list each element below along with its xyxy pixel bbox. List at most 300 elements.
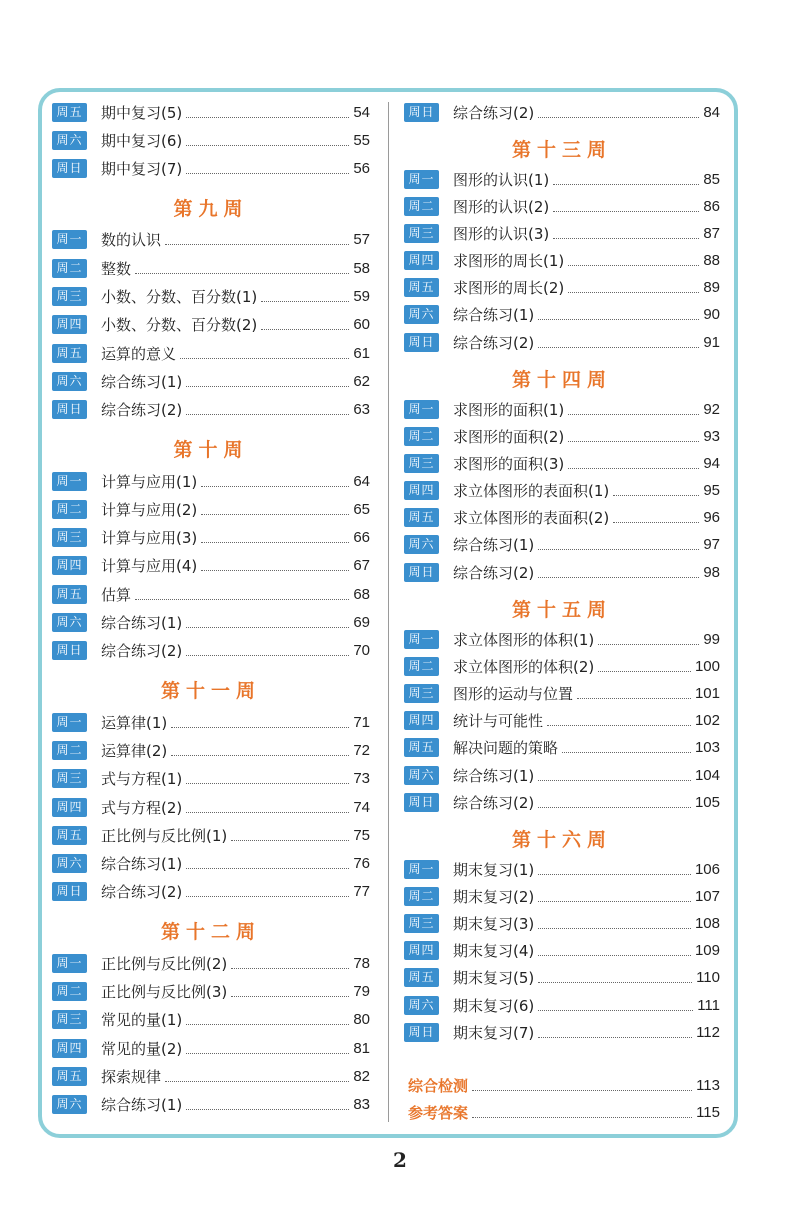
dot-leader <box>186 868 349 869</box>
entry-page-number: 107 <box>694 887 720 905</box>
toc-entry[interactable] <box>52 555 370 577</box>
toc-entry[interactable] <box>52 470 370 492</box>
week-heading: 第十五周 <box>511 599 612 622</box>
entry-title: 期末复习(6) <box>453 996 535 1015</box>
dot-leader <box>186 627 349 628</box>
entry-page-number: 91 <box>703 333 720 351</box>
entry-title: 解决问题的策略 <box>453 739 559 758</box>
entry-title: 图形的认识(2) <box>453 197 550 216</box>
entry-title: 计算与应用(2) <box>101 500 198 519</box>
entry-title: 综合练习(2) <box>453 333 535 352</box>
day-badge: 周一 <box>404 170 439 189</box>
toc-entry[interactable] <box>52 981 370 1003</box>
dot-leader <box>553 211 699 212</box>
toc-entry[interactable] <box>404 277 720 299</box>
dot-leader <box>538 901 691 902</box>
entry-title: 期末复习(1) <box>453 860 535 879</box>
toc-entry[interactable] <box>52 286 370 308</box>
entry-title: 综合练习(1) <box>101 855 183 874</box>
day-badge: 周日 <box>404 1023 439 1042</box>
toc-entry[interactable] <box>404 710 720 732</box>
entry-title: 小数、分数、百分数(2) <box>101 316 258 335</box>
entry-title: 计算与应用(1) <box>101 472 198 491</box>
day-badge: 周一 <box>404 630 439 649</box>
toc-entry[interactable] <box>52 768 370 790</box>
day-badge: 周三 <box>52 528 87 547</box>
dot-leader <box>472 1117 692 1118</box>
entry-title: 综合练习(1) <box>453 766 535 785</box>
day-badge: 周日 <box>52 882 87 901</box>
day-badge: 周六 <box>52 854 87 873</box>
day-badge: 周一 <box>404 860 439 879</box>
entry-page-number: 63 <box>353 401 370 419</box>
dot-leader <box>186 173 349 174</box>
entry-page-number: 102 <box>694 712 720 730</box>
dot-leader <box>472 1090 692 1091</box>
day-badge: 周三 <box>404 454 439 473</box>
dot-leader <box>538 955 691 956</box>
toc-entry[interactable] <box>52 129 370 151</box>
entry-title: 统计与可能性 <box>453 712 544 731</box>
column-divider <box>388 102 389 1122</box>
entry-page-number: 97 <box>703 536 720 554</box>
entry-title: 估算 <box>101 585 132 604</box>
week-heading: 第十六周 <box>511 829 612 852</box>
toc-entry[interactable] <box>52 370 370 392</box>
toc-entry[interactable] <box>404 858 720 880</box>
dot-leader <box>165 1081 349 1082</box>
day-badge: 周一 <box>404 400 439 419</box>
entry-title: 综合练习(2) <box>101 642 183 661</box>
dot-leader <box>171 755 349 756</box>
entry-title: 综合练习(2) <box>453 103 535 122</box>
entry-page-number: 73 <box>353 770 370 788</box>
dot-leader <box>201 486 349 487</box>
entry-page-number: 85 <box>703 170 720 188</box>
dot-leader <box>538 1010 693 1011</box>
entry-page-number: 75 <box>353 826 370 844</box>
day-badge: 周四 <box>404 481 439 500</box>
dot-leader <box>538 319 699 320</box>
day-badge: 周二 <box>52 741 87 760</box>
dot-leader <box>538 347 699 348</box>
toc-entry[interactable] <box>52 711 370 733</box>
day-badge: 周四 <box>52 1039 87 1058</box>
toc-entry[interactable] <box>52 314 370 336</box>
entry-page-number: 72 <box>353 741 370 759</box>
entry-page-number: 58 <box>353 259 370 277</box>
entry-title: 综合练习(1) <box>453 536 535 555</box>
entry-title: 求图形的面积(1) <box>453 400 565 419</box>
toc-entry[interactable] <box>52 739 370 761</box>
entry-page-number: 80 <box>353 1011 370 1029</box>
dot-leader <box>568 468 699 469</box>
entry-page-number: 112 <box>696 1023 720 1041</box>
dot-leader <box>538 928 691 929</box>
toc-entry[interactable] <box>404 791 720 813</box>
entry-page-number: 104 <box>694 766 720 784</box>
dot-leader <box>231 996 349 997</box>
dot-leader <box>186 1109 349 1110</box>
day-badge: 周五 <box>52 585 87 604</box>
day-badge: 周二 <box>52 259 87 278</box>
toc-entry[interactable] <box>404 425 720 447</box>
toc-entry[interactable] <box>404 195 720 217</box>
dot-leader <box>171 727 349 728</box>
entry-page-number: 99 <box>703 630 720 648</box>
day-badge: 周六 <box>52 372 87 391</box>
dot-leader <box>553 238 699 239</box>
toc-entry[interactable] <box>52 158 370 180</box>
toc-entry[interactable] <box>52 399 370 421</box>
dot-leader <box>538 577 699 578</box>
entry-page-number: 101 <box>694 685 720 703</box>
toc-entry[interactable] <box>404 913 720 935</box>
entry-title: 运算律(2) <box>101 741 168 760</box>
entry-title: 综合练习(2) <box>453 563 535 582</box>
entry-page-number: 59 <box>353 288 370 305</box>
dot-leader <box>568 441 699 442</box>
entry-page-number: 67 <box>353 557 370 575</box>
toc-entry[interactable] <box>404 507 720 529</box>
day-badge: 周六 <box>52 613 87 632</box>
day-badge: 周日 <box>52 641 87 660</box>
entry-page-number: 65 <box>353 500 370 518</box>
day-badge: 周日 <box>52 400 87 419</box>
entry-page-number: 88 <box>703 252 720 270</box>
toc-entry[interactable] <box>404 480 720 502</box>
dot-leader <box>201 542 349 543</box>
entry-title: 图形的运动与位置 <box>453 685 574 704</box>
entry-page-number: 69 <box>353 614 370 631</box>
toc-entry[interactable] <box>52 824 370 846</box>
dot-leader <box>538 117 699 118</box>
entry-page-number: 105 <box>694 793 720 811</box>
day-badge: 周日 <box>404 563 439 582</box>
toc-entry[interactable] <box>404 737 720 759</box>
entry-title: 期末复习(2) <box>453 887 535 906</box>
day-badge: 周六 <box>404 996 439 1015</box>
toc-entry[interactable] <box>404 885 720 907</box>
toc-entry[interactable] <box>404 683 720 705</box>
toc-entry[interactable] <box>52 640 370 662</box>
entry-page-number: 60 <box>353 316 370 334</box>
entry-page-number: 103 <box>694 739 720 757</box>
toc-entry[interactable] <box>52 1065 370 1087</box>
dot-leader <box>568 414 699 415</box>
toc-entry[interactable] <box>404 168 720 190</box>
entry-page-number: 83 <box>353 1096 370 1114</box>
day-badge: 周三 <box>404 684 439 703</box>
entry-title: 期中复习(6) <box>101 131 183 150</box>
entry-title: 综合练习(2) <box>101 401 183 420</box>
dot-leader <box>186 1024 349 1025</box>
entry-title: 正比例与反比例(3) <box>101 983 228 1001</box>
entry-title: 运算的意义 <box>101 344 177 363</box>
toc-entry[interactable] <box>52 612 370 634</box>
entry-page-number: 71 <box>353 713 370 731</box>
entry-title: 图形的认识(1) <box>453 170 550 189</box>
entry-page-number: 68 <box>353 585 370 603</box>
day-badge: 周六 <box>404 305 439 324</box>
dot-leader <box>562 752 691 753</box>
entry-title: 综合练习(1) <box>101 372 183 391</box>
toc-entry[interactable] <box>404 534 720 556</box>
toc-entry[interactable] <box>404 398 720 420</box>
dot-leader <box>186 783 349 784</box>
day-badge: 周五 <box>52 344 87 363</box>
dot-leader <box>231 840 349 841</box>
day-badge: 周二 <box>52 500 87 519</box>
day-badge: 周五 <box>52 103 87 122</box>
entry-title: 正比例与反比例(2) <box>101 954 228 973</box>
day-badge: 周四 <box>52 556 87 575</box>
entry-title: 常见的量(1) <box>101 1011 183 1030</box>
entry-page-number: 95 <box>703 482 720 500</box>
entry-page-number: 66 <box>353 529 370 547</box>
entry-page-number: 82 <box>353 1067 370 1085</box>
toc-extra-entry[interactable] <box>404 1074 720 1096</box>
toc-entry[interactable] <box>404 331 720 353</box>
week-heading: 第十二周 <box>160 921 261 944</box>
dot-leader <box>538 807 691 808</box>
toc-entry[interactable] <box>52 498 370 520</box>
entry-page-number: 90 <box>703 306 720 324</box>
dot-leader <box>231 968 349 969</box>
toc-entry[interactable] <box>404 764 720 786</box>
entry-title: 运算律(1) <box>101 713 168 732</box>
day-badge: 周一 <box>52 230 87 249</box>
toc-entry[interactable] <box>404 304 720 326</box>
day-badge: 周五 <box>404 508 439 527</box>
entry-page-number: 64 <box>353 472 370 490</box>
toc-entry[interactable] <box>404 655 720 677</box>
dot-leader <box>186 145 349 146</box>
toc-entry[interactable] <box>52 1009 370 1031</box>
day-badge: 周六 <box>52 1095 87 1114</box>
dot-leader <box>598 671 691 672</box>
entry-title: 求立体图形的体积(2) <box>453 657 595 676</box>
toc-entry[interactable] <box>52 229 370 251</box>
entry-page-number: 57 <box>353 231 370 249</box>
dot-leader <box>538 982 692 983</box>
toc-entry[interactable] <box>404 250 720 272</box>
entry-page-number: 78 <box>353 954 370 972</box>
toc-extra-entry[interactable] <box>404 1102 720 1124</box>
entry-title: 综合检测 <box>408 1076 469 1095</box>
entry-page-number: 61 <box>353 344 370 362</box>
entry-page-number: 115 <box>696 1104 720 1121</box>
toc-entry[interactable] <box>52 796 370 818</box>
toc-entry[interactable] <box>52 1094 370 1116</box>
toc-entry[interactable] <box>404 1021 720 1043</box>
week-heading: 第九周 <box>173 197 249 220</box>
day-badge: 周三 <box>52 769 87 788</box>
day-badge: 周五 <box>404 968 439 987</box>
entry-page-number: 62 <box>353 372 370 390</box>
toc-entry[interactable] <box>404 453 720 475</box>
entry-page-number: 55 <box>353 131 370 149</box>
entry-title: 式与方程(2) <box>101 798 183 817</box>
day-badge: 周二 <box>404 657 439 676</box>
dot-leader <box>538 780 691 781</box>
toc-entry[interactable] <box>404 967 720 989</box>
dot-leader <box>180 358 349 359</box>
entry-title: 计算与应用(4) <box>101 557 198 576</box>
entry-page-number: 110 <box>696 969 720 987</box>
day-badge: 周三 <box>52 287 87 306</box>
dot-leader <box>186 812 349 813</box>
day-badge: 周日 <box>52 159 87 178</box>
dot-leader <box>553 184 699 185</box>
entry-page-number: 87 <box>703 224 720 242</box>
dot-leader <box>165 244 349 245</box>
dot-leader <box>568 265 699 266</box>
entry-page-number: 81 <box>353 1039 370 1057</box>
day-badge: 周五 <box>404 278 439 297</box>
week-heading: 第十一周 <box>160 680 261 703</box>
toc-entry[interactable] <box>52 881 370 903</box>
entry-page-number: 79 <box>353 983 370 1000</box>
toc-entry[interactable] <box>52 342 370 364</box>
entry-title: 期末复习(7) <box>453 1023 535 1042</box>
entry-page-number: 84 <box>703 103 720 121</box>
dot-leader <box>538 549 699 550</box>
entry-page-number: 92 <box>703 400 720 418</box>
day-badge: 周日 <box>404 793 439 812</box>
entry-title: 小数、分数、百分数(1) <box>101 288 258 306</box>
week-heading: 第十周 <box>173 439 249 461</box>
toc-entry[interactable] <box>52 101 370 123</box>
entry-title: 常见的量(2) <box>101 1039 183 1058</box>
page-number: 2 <box>393 1148 407 1172</box>
dot-leader <box>186 655 349 656</box>
entry-page-number: 77 <box>353 883 370 901</box>
entry-title: 期末复习(5) <box>453 969 535 988</box>
entry-page-number: 94 <box>703 455 720 472</box>
entry-title: 期末复习(4) <box>453 942 535 961</box>
dot-leader <box>613 495 699 496</box>
dot-leader <box>538 1037 692 1038</box>
day-badge: 周六 <box>404 535 439 554</box>
entry-title: 整数 <box>101 259 132 278</box>
toc-entry[interactable] <box>52 952 370 974</box>
entry-title: 求图形的周长(2) <box>453 279 565 298</box>
entry-title: 综合练习(1) <box>101 614 183 632</box>
entry-title: 综合练习(1) <box>101 1096 183 1115</box>
entry-title: 计算与应用(3) <box>101 529 198 548</box>
toc-entry[interactable] <box>52 1037 370 1059</box>
entry-title: 综合练习(2) <box>101 883 183 902</box>
entry-page-number: 106 <box>694 860 720 878</box>
dot-leader <box>186 386 349 387</box>
toc-entry[interactable] <box>52 527 370 549</box>
entry-title: 综合练习(1) <box>453 306 535 325</box>
toc-entry[interactable] <box>404 101 720 123</box>
dot-leader <box>577 698 691 699</box>
day-badge: 周四 <box>52 798 87 817</box>
toc-entry[interactable] <box>404 628 720 650</box>
entry-page-number: 89 <box>703 279 720 297</box>
entry-page-number: 93 <box>703 427 720 445</box>
day-badge: 周四 <box>404 251 439 270</box>
toc-entry[interactable] <box>404 940 720 962</box>
day-badge: 周二 <box>404 197 439 216</box>
day-badge: 周二 <box>404 887 439 906</box>
day-badge: 周三 <box>404 224 439 243</box>
day-badge: 周五 <box>52 826 87 845</box>
day-badge: 周一 <box>52 954 87 973</box>
day-badge: 周三 <box>404 914 439 933</box>
entry-page-number: 70 <box>353 642 370 660</box>
toc-entry[interactable] <box>52 853 370 875</box>
day-badge: 周四 <box>404 711 439 730</box>
dot-leader <box>261 301 349 302</box>
dot-leader <box>186 414 349 415</box>
dot-leader <box>613 522 699 523</box>
dot-leader <box>186 896 349 897</box>
entry-title: 图形的认识(3) <box>453 224 550 243</box>
entry-page-number: 56 <box>353 160 370 178</box>
entry-page-number: 111 <box>697 996 720 1014</box>
dot-leader <box>568 292 699 293</box>
day-badge: 周五 <box>404 738 439 757</box>
entry-title: 求图形的周长(1) <box>453 252 565 271</box>
entry-page-number: 86 <box>703 197 720 215</box>
day-badge: 周六 <box>404 766 439 785</box>
entry-title: 综合练习(2) <box>453 793 535 812</box>
toc-entry[interactable] <box>404 222 720 244</box>
dot-leader <box>547 725 691 726</box>
day-badge: 周日 <box>404 103 439 122</box>
day-badge: 周二 <box>404 427 439 446</box>
entry-title: 求立体图形的表面积(1) <box>453 482 610 501</box>
dot-leader <box>538 874 691 875</box>
toc-entry[interactable] <box>52 583 370 605</box>
day-badge: 周三 <box>52 1010 87 1029</box>
dot-leader <box>598 644 699 645</box>
entry-title: 求图形的面积(2) <box>453 427 565 446</box>
entry-title: 求图形的面积(3) <box>453 455 565 473</box>
entry-page-number: 100 <box>694 657 720 675</box>
entry-title: 式与方程(1) <box>101 770 183 789</box>
dot-leader <box>186 117 349 118</box>
entry-title: 正比例与反比例(1) <box>101 826 228 845</box>
dot-leader <box>201 514 349 515</box>
day-badge: 周五 <box>52 1067 87 1086</box>
entry-page-number: 108 <box>694 915 720 933</box>
entry-title: 期中复习(7) <box>101 160 183 179</box>
dot-leader <box>261 329 349 330</box>
entry-title: 求立体图形的体积(1) <box>453 630 595 649</box>
day-badge: 周日 <box>404 333 439 352</box>
entry-page-number: 54 <box>353 103 370 121</box>
toc-entry[interactable] <box>52 257 370 279</box>
day-badge: 周四 <box>404 941 439 960</box>
entry-page-number: 113 <box>696 1076 720 1094</box>
entry-title: 参考答案 <box>408 1104 469 1122</box>
day-badge: 周一 <box>52 472 87 491</box>
dot-leader <box>135 599 349 600</box>
day-badge: 周四 <box>52 315 87 334</box>
dot-leader <box>201 570 349 571</box>
toc-entry[interactable] <box>404 994 720 1016</box>
entry-title: 探索规律 <box>101 1067 162 1086</box>
entry-page-number: 96 <box>703 509 720 527</box>
toc-entry[interactable] <box>404 561 720 583</box>
entry-title: 数的认识 <box>101 231 162 250</box>
day-badge: 周二 <box>52 982 87 1001</box>
